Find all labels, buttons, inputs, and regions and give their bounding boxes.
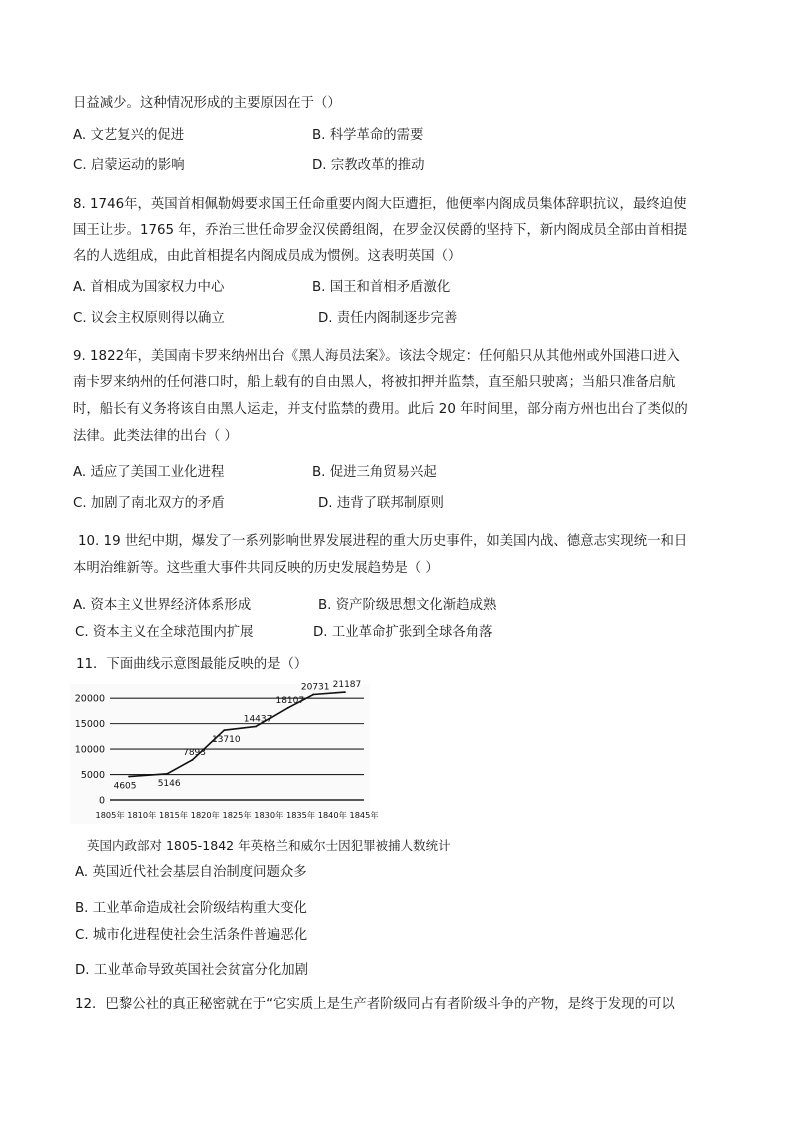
q11-option-d: D. 工业革命导致英国社会贫富分化加剧 [75, 963, 309, 978]
y-tick-label: 20000 [74, 693, 105, 705]
data-label: 20731 [300, 682, 330, 693]
q10-option-a: A. 资本主义世界经济体系形成 [73, 598, 252, 613]
q9-option-b: B. 促进三角贸易兴起 [312, 465, 437, 480]
q9-line-4: 法律。此类法律的出台（ ） [73, 429, 238, 444]
x-tick-label: 1805年 [95, 810, 125, 820]
x-tick-label: 1845年 [349, 810, 379, 820]
x-tick-label: 1820年 [190, 810, 220, 820]
data-point [344, 691, 346, 693]
q9-line-1: 9. 1822年，美国南卡罗来纳州出台《黑人海员法案》。该法令规定：任何船只从其他州或外国港口进入 [73, 349, 680, 364]
q8-option-b: B. 国王和首相矛盾激化 [312, 280, 451, 295]
q8-option-a: A. 首相成为国家权力中心 [73, 280, 225, 295]
data-label: 13710 [211, 735, 241, 746]
chart-caption: 英国内政部对 1805-1842 年英格兰和威尔士因犯罪被捕人数统计 [87, 838, 451, 853]
data-point [128, 776, 130, 778]
q8-option-d: D. 责任内阁制逐步完善 [318, 311, 458, 326]
q9-option-c: C. 加剧了南北双方的矛盾 [73, 496, 225, 511]
q10-option-d: D. 工业革命扩张到全球各角落 [313, 625, 493, 640]
data-point [312, 694, 314, 696]
q10-option-c: C. 资本主义在全球范围内扩展 [75, 625, 254, 640]
q8-line-3: 名的人选组成，由此首相提名内阁成员成为惯例。这表明英国（） [73, 249, 462, 264]
y-tick-label: 5000 [80, 770, 105, 782]
data-label: 21187 [332, 680, 362, 691]
data-label: 18107 [275, 695, 305, 706]
data-point [223, 729, 225, 731]
q9-line-2: 南卡罗来纳州的任何港口时，船上载有的自由黑人，将被扣押并监禁，直至船只驶离；当船只准备启航 [73, 375, 676, 390]
data-label: 14437 [243, 714, 273, 725]
q11-option-b: B. 工业革命造成社会阶级结构重大变化 [75, 901, 307, 916]
q7-stem: 日益减少。这种情况形成的主要原因在于（） [73, 96, 341, 111]
q11-option-c: C. 城市化进程使社会生活条件普遍恶化 [75, 928, 308, 943]
y-tick-label: 10000 [74, 744, 105, 756]
x-tick-label: 1825年 [222, 810, 252, 820]
chart-background [70, 684, 370, 824]
x-tick-label: 1810年 [127, 810, 157, 820]
q8-line-2: 国王让步。1765 年，乔治三世任命罗金汉侯爵组阁，在罗金汉侯爵的坚持下，新内阁成员全部由首相提 [73, 223, 688, 238]
q7-option-a: A. 文艺复兴的促进 [73, 128, 185, 143]
x-tick-label: 1835年 [285, 810, 316, 820]
q11-stem: 11．下面曲线示意图最能反映的是（） [76, 657, 308, 672]
q7-option-d: D. 宗教改革的推动 [312, 158, 425, 173]
data-point [255, 726, 257, 728]
data-label: 4605 [113, 781, 137, 792]
data-label: 7893 [183, 747, 207, 758]
q8-option-c: C. 议会主权原则得以确立 [73, 311, 225, 326]
q9-option-d: D. 违背了联邦制原则 [318, 496, 444, 511]
y-tick-label: 15000 [74, 719, 105, 731]
arrest-count-chart [70, 680, 379, 824]
data-label: 5146 [157, 778, 181, 789]
x-tick-label: 1830年 [254, 810, 284, 820]
data-point [287, 707, 289, 709]
q7-option-c: C. 启蒙运动的影响 [73, 158, 185, 173]
q9-option-a: A. 适应了美国工业化进程 [73, 465, 225, 480]
q10-line-2: 本明治维新等。这些重大事件共同反映的历史发展趋势是（ ） [73, 561, 439, 576]
q7-option-b: B. 科学革命的需要 [312, 128, 424, 143]
data-point [192, 759, 194, 761]
q9-line-3: 时，船长有义务将该自由黑人运走，并支付监禁的费用。此后 20 年时间里，部分南方州也出台了类似的 [73, 402, 688, 417]
data-point [166, 773, 168, 775]
y-tick-label: 0 [98, 795, 105, 807]
q11-option-a: A. 英国近代社会基层自治制度问题众多 [75, 865, 307, 880]
q8-line-1: 8. 1746年，英国首相佩勒姆要求国王任命重要内阁大臣遭拒，他便率内阁成员集体辞职抗议，最终迫使 [73, 197, 687, 212]
q10-option-b: B. 资产阶级思想文化渐趋成熟 [318, 598, 497, 613]
x-tick-label: 1815年 [158, 810, 189, 820]
x-tick-label: 1840年 [317, 810, 347, 820]
q12-line-1: 12．巴黎公社的真正秘密就在于“它实质上是生产者阶级同占有者阶级斗争的产物，是终于发现的可以 [75, 997, 675, 1012]
q10-line-1: 10. 19 世纪中期，爆发了一系列影响世界发展进程的重大历史事件，如美国内战、德意志实现统一和日 [78, 534, 688, 549]
